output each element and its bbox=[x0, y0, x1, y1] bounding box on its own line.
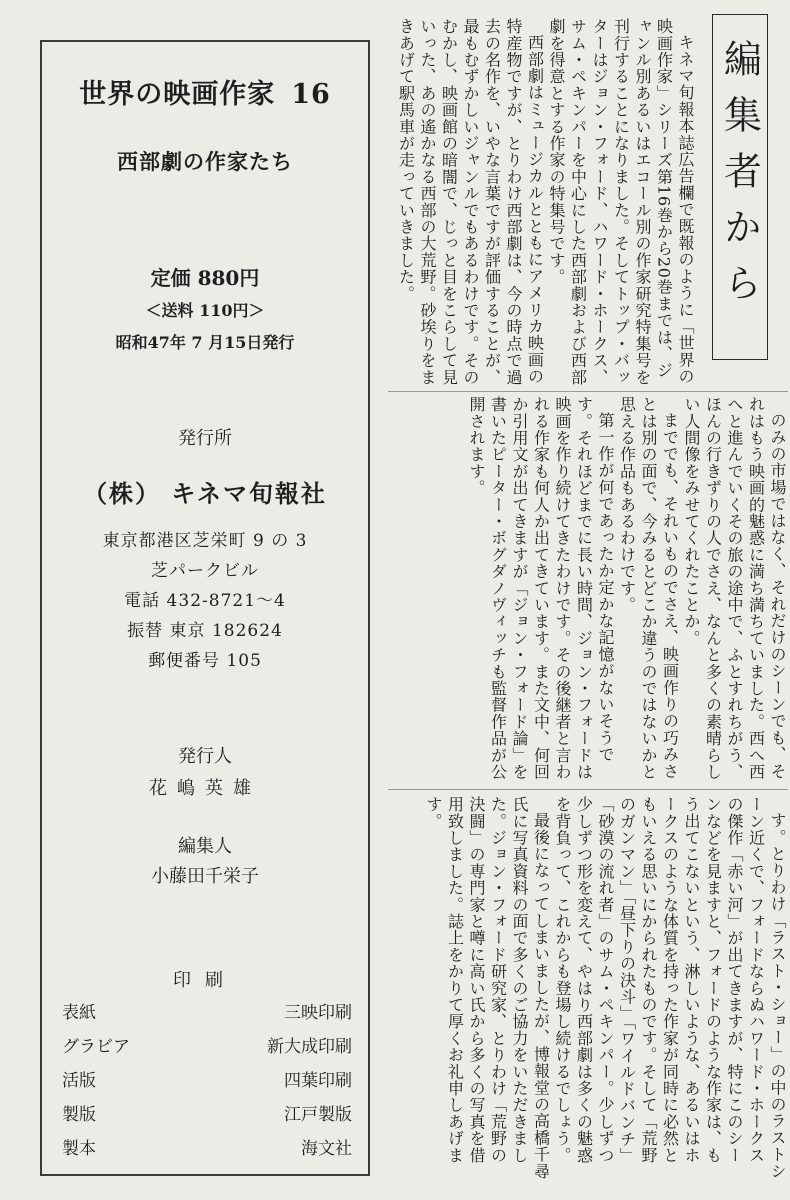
editorial-paragraph: のみの市場ではなく、それだけのシーンでも、それはもう映画的魅惑に満ち満ちていました。西へ西へと進んでいくその旅の途中で、ふとすれちがう、ほんの行きずりの人でさえ、なんと多くの素晴らしい人間像をみせてくれたことか。 bbox=[682, 396, 787, 781]
building-name: 芝パークビル bbox=[151, 561, 259, 581]
editorial-paragraph: 西部劇はミュージカルとともにアメリカ映画の特産物ですが、とりわけ西部劇は、今の時点で過去の名作を、いやな言葉ですが評価することが、最もむずかしいジャンルでもあるわけです。そのむかし、映画館の暗闇で、じっと目をこらして見いった、あの遙かなる西部の大荒野。砂埃りをまきあげて駅馬車が走っていきました。 bbox=[396, 18, 545, 386]
publisher-label: 発行所 bbox=[178, 428, 232, 449]
credit-firm: 四葉印刷 bbox=[284, 1071, 352, 1091]
credit-firm: 海文社 bbox=[301, 1139, 352, 1159]
column-divider bbox=[388, 391, 788, 392]
price: 定価 880円 bbox=[150, 266, 260, 290]
issue-date: 昭和47年 7 月15日発行 bbox=[115, 333, 295, 352]
editorial-paragraph: す。とりわけ「ラスト・ショー」の中のラストシーン近くで、フォードならぬハワード・ホークスの傑作「赤い河」が出てきますが、特にこのシーンなどを見ますと、フォードのような作家は、もう出てこないという、淋しいような、あるいはホークスのような体質を持った作家が同時に必然ともいえる思いにかられたものです。そして「荒野のガンマン」「昼下りの決斗」「ワイルドバンチ」「砂漠の流れ者」のサム・ペキンパー。少しずつ少しずつ形を変えて、やはり西部劇は多くの魅惑を背負って、これからも登場し続けるでしょう。 bbox=[553, 796, 787, 1180]
credit-firm: 江戸製版 bbox=[284, 1105, 352, 1125]
series-title bbox=[42, 72, 368, 111]
postage: ＜送料 110円＞ bbox=[145, 301, 265, 320]
credit-role: グラビア bbox=[62, 1037, 130, 1057]
phone-number: 電話 432-8721〜4 bbox=[124, 591, 286, 611]
editorial-paragraph: キネマ旬報本誌広告欄で既報のように「世界の映画作家」シリーズ第16巻から20巻までは、ジャンル別あるいはエコール別の作家研究特集号を刊行することになりました。そしてトップ・バッターはジョン・フォード、ハワード・ホークス、サム・ペキンパーを中心にした西部劇および西部劇を得意とする作家の特集号です。 bbox=[547, 18, 695, 386]
series-title-text: 世界の映画作家 bbox=[79, 79, 276, 110]
address-line: 東京都港区芝栄町 9 の 3 bbox=[102, 531, 308, 551]
editor-name: 小藤田千栄子 bbox=[151, 866, 259, 887]
issuer-label: 発行人 bbox=[178, 746, 232, 767]
issuer-name: 花嶋英雄 bbox=[149, 778, 261, 799]
editorial-column-bottom bbox=[392, 796, 788, 1180]
credit-role: 製本 bbox=[62, 1139, 96, 1159]
column-divider bbox=[388, 789, 788, 790]
credit-role: 製版 bbox=[62, 1105, 96, 1125]
transfer-account: 振替 東京 182624 bbox=[127, 621, 283, 641]
editorial-paragraph: 第一作が何であったか定かな記憶がないそうです。それほどまでに長い時間、ジョン・フォードは映画を作り続けてきたわけです。その後継者と言われる作家も何人か出てきています。また文中、何回か引用文が出てきますが「ジョン・フォード論」を書いたピーター・ボグダノヴィッチも監督作品が公開されます。 bbox=[467, 396, 615, 781]
postal-code: 郵便番号 105 bbox=[148, 651, 262, 671]
volume-subtitle: 西部劇の作家たち bbox=[117, 149, 293, 174]
credit-role: 表紙 bbox=[62, 1003, 96, 1023]
editor-label: 編集人 bbox=[178, 836, 232, 857]
editorial-column-middle bbox=[392, 396, 788, 782]
credit-firm: 三映印刷 bbox=[284, 1003, 352, 1023]
series-number: 16 bbox=[291, 79, 331, 110]
editorial-paragraph: 最後になってしまいましたが、博報堂の高橋千尋氏に写真資料の面で多くのご協力をいただきました。ジョン・フォード研究家、とりわけ「荒野の決闘」の専門家と噂に高い氏から多くの写真を借用致しました。誌上をかりて厚くお礼申しあげます。 bbox=[424, 796, 551, 1180]
credit-firm: 新大成印刷 bbox=[267, 1037, 352, 1057]
publisher-name: （株） キネマ旬報社 bbox=[83, 479, 327, 508]
editorial-heading: 編集者から bbox=[712, 14, 768, 360]
colophon-box bbox=[40, 40, 370, 1176]
printing-label: 印刷 bbox=[173, 970, 237, 991]
credit-role: 活版 bbox=[62, 1071, 96, 1091]
editorial-column-top bbox=[392, 18, 696, 388]
editorial-paragraph: まででも、それいものでさえ、映画作りの巧みさとは別の面で、今みるとどこか違うのではないかと思える作品もあるわけです。 bbox=[617, 396, 680, 781]
